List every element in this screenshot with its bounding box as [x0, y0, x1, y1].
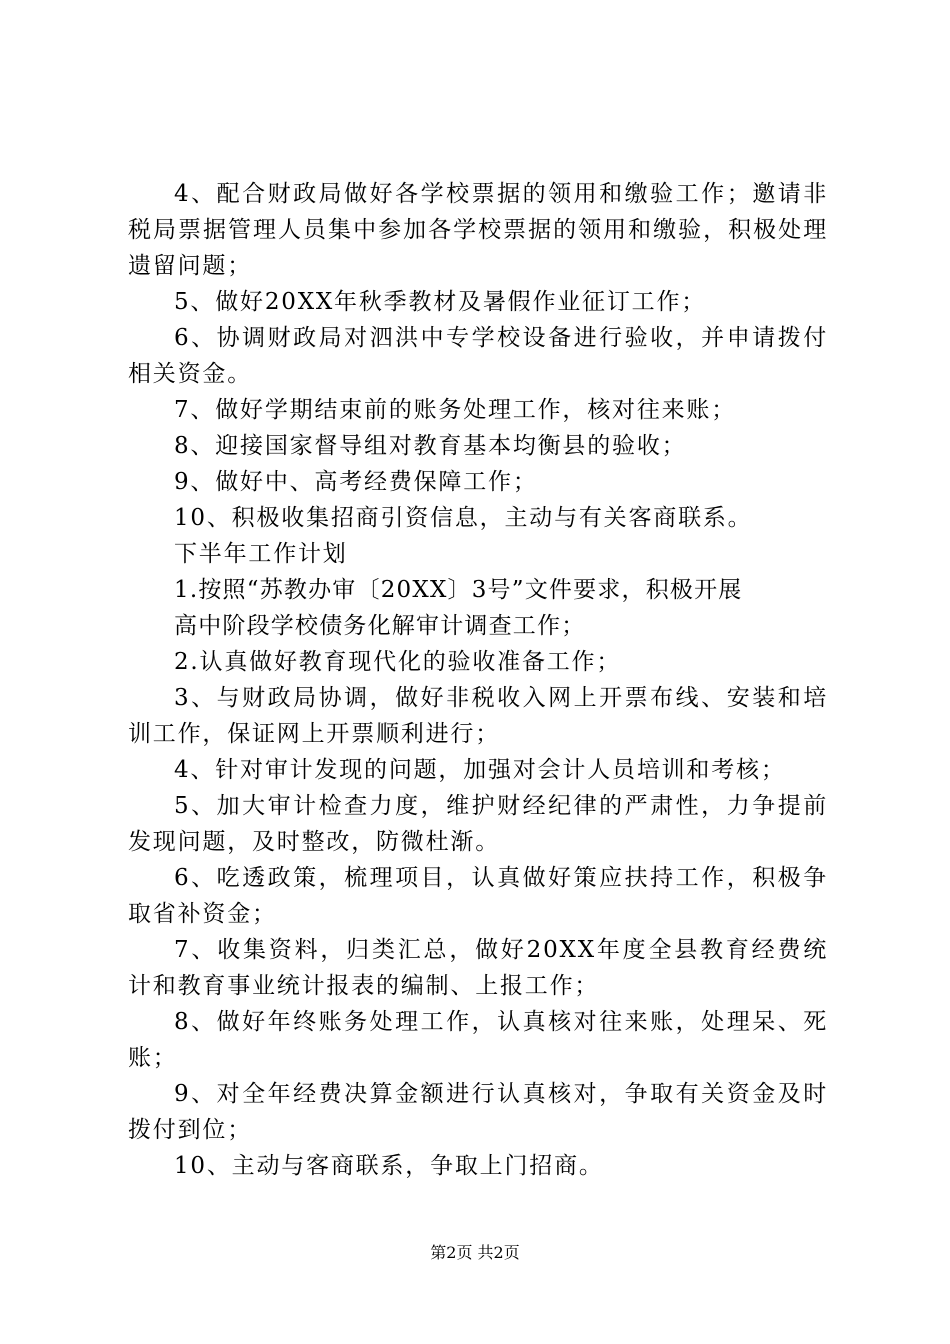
paragraph: 9、做好中、高考经费保障工作； [174, 469, 538, 495]
paragraph: 5、加大审计检查力度，维护财经纪律的严肃性，力争提前发现问题，及时整改，防微杜渐。 [128, 793, 828, 855]
paragraph: 7、收集资料，归类汇总，做好20XX年度全县教育经费统计和教育事业统计报表的编制、上报工作； [128, 937, 828, 999]
paragraph: 4、针对审计发现的问题，加强对会计人员培训和考核； [174, 757, 786, 783]
page-footer: 第2页 共2页 [430, 1243, 520, 1262]
paragraph: 10、积极收集招商引资信息，主动与有关客商联系。 [174, 505, 753, 531]
paragraph: 7、做好学期结束前的账务处理工作，核对往来账； [174, 397, 737, 423]
paragraph: 高中阶段学校债务化解审计调查工作； [174, 613, 586, 639]
paragraph: 3、与财政局协调，做好非税收入网上开票布线、安装和培训工作，保证网上开票顺利进行； [128, 685, 828, 747]
paragraph: 2.认真做好教育现代化的验收准备工作； [174, 649, 622, 675]
paragraph: 6、吃透政策，梳理项目，认真做好策应扶持工作，积极争取省补资金； [128, 865, 828, 927]
document-body [128, 176, 828, 1184]
paragraph: 8、迎接国家督导组对教育基本均衡县的验收； [174, 433, 687, 459]
paragraph: 4、配合财政局做好各学校票据的领用和缴验工作；邀请非税局票据管理人员集中参加各学校票据的领用和缴验，积极处理遗留问题； [128, 181, 828, 279]
paragraph: 6、协调财政局对泗洪中专学校设备进行验收，并申请拨付相关资金。 [128, 325, 828, 387]
paragraph: 8、做好年终账务处理工作，认真核对往来账，处理呆、死账； [128, 1009, 828, 1071]
paragraph: 5、做好20XX年秋季教材及暑假作业征订工作； [174, 289, 707, 315]
paragraph: 9、对全年经费决算金额进行认真核对，争取有关资金及时拨付到位； [128, 1081, 828, 1143]
section-heading: 下半年工作计划 [174, 541, 348, 567]
paragraph: 10、主动与客商联系，争取上门招商。 [174, 1153, 604, 1179]
paragraph: 1.按照“苏教办审〔20XX〕3号”文件要求，积极开展 [174, 577, 743, 603]
